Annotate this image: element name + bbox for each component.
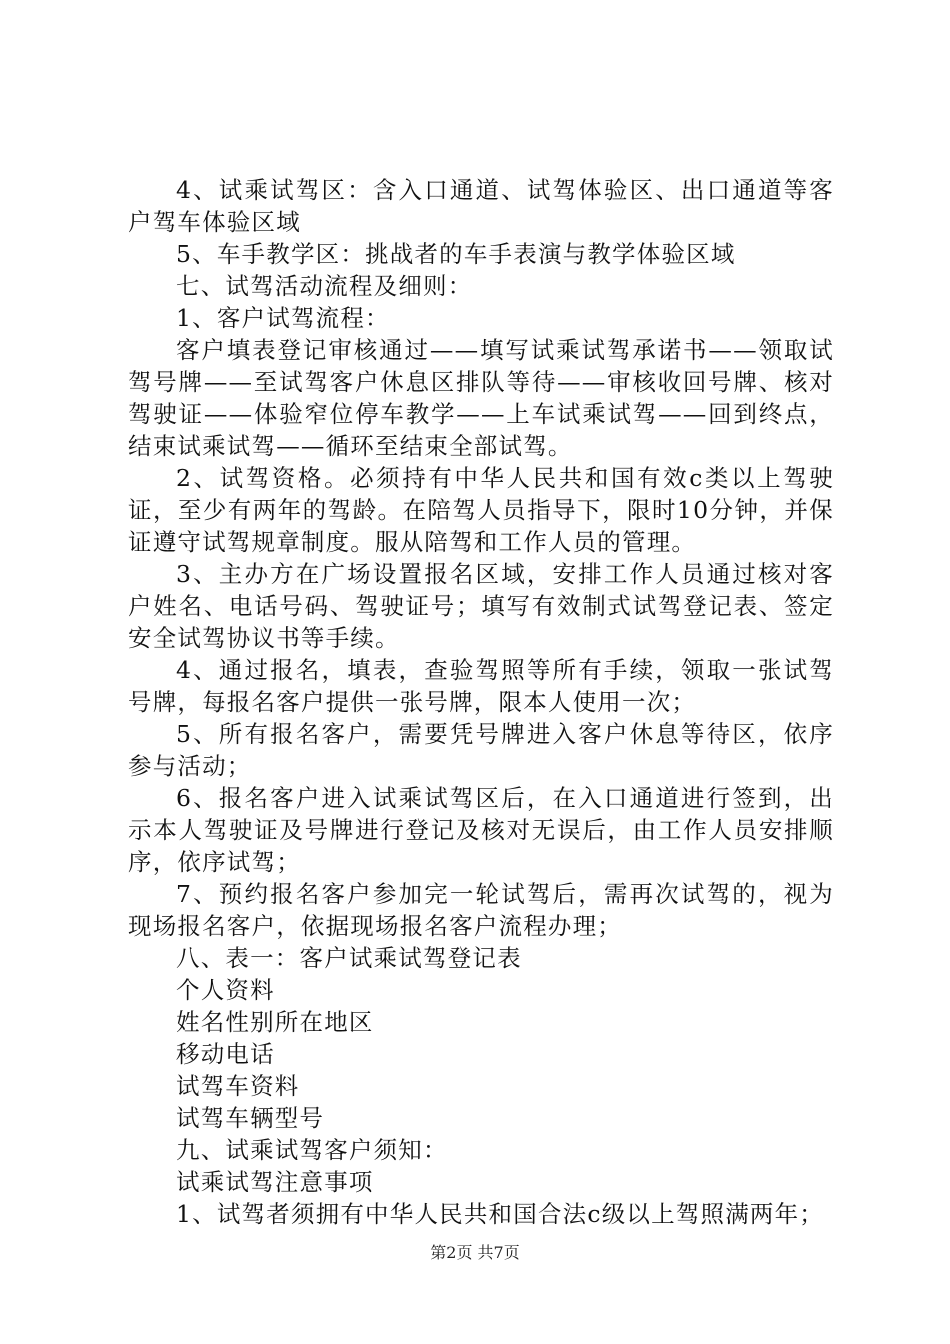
paragraph: 试驾车辆型号 [176,1104,325,1132]
page-number-footer: 第2页 共7页 [430,1243,520,1262]
document-body [128,174,834,1230]
paragraph: 4、试乘试驾区：含入口通道、试驾体验区、出口通道等客户驾车体验区域 [128,176,834,236]
paragraph: 7、预约报名客户参加完一轮试驾后，需再次试驾的，视为现场报名客户，依据现场报名客户流程办理； [128,880,834,940]
paragraph: 个人资料 [176,976,275,1004]
section-heading: 八、表一：客户试乘试驾登记表 [176,944,522,972]
paragraph: 2、试驾资格。必须持有中华人民共和国有效c类以上驾驶证，至少有两年的驾龄。在陪驾人员指导下，限时10分钟，并保证遵守试驾规章制度。服从陪驾和工作人员的管理。 [128,464,834,556]
section-heading: 九、试乘试驾客户须知： [176,1136,448,1164]
paragraph: 试乘试驾注意事项 [176,1168,374,1196]
paragraph: 移动电话 [176,1040,275,1068]
section-heading: 七、试驾活动流程及细则： [176,272,473,300]
paragraph: 试驾车资料 [176,1072,300,1100]
paragraph: 5、所有报名客户，需要凭号牌进入客户休息等待区，依序参与活动； [128,720,834,780]
paragraph: 1、客户试驾流程： [176,304,390,332]
paragraph: 6、报名客户进入试乘试驾区后，在入口通道进行签到，出示本人驾驶证及号牌进行登记及核对无误后，由工作人员安排顺序，依序试驾； [128,784,834,876]
paragraph: 5、车手教学区：挑战者的车手表演与教学体验区域 [176,240,736,268]
paragraph: 3、主办方在广场设置报名区域，安排工作人员通过核对客户姓名、电话号码、驾驶证号；填写有效制式试驾登记表、签定安全试驾协议书等手续。 [128,560,834,652]
paragraph: 客户填表登记审核通过——填写试乘试驾承诺书——领取试驾号牌——至试驾客户休息区排队等待——审核收回号牌、核对驾驶证——体验窄位停车教学——上车试乘试驾——回到终点，结束试乘试驾——循环至结束全部试驾。 [128,336,834,460]
paragraph: 1、试驾者须拥有中华人民共和国合法c级以上驾照满两年； [176,1200,825,1228]
paragraph: 姓名性别所在地区 [176,1008,374,1036]
paragraph: 4、通过报名，填表，查验驾照等所有手续，领取一张试驾号牌，每报名客户提供一张号牌，限本人使用一次； [128,656,834,716]
